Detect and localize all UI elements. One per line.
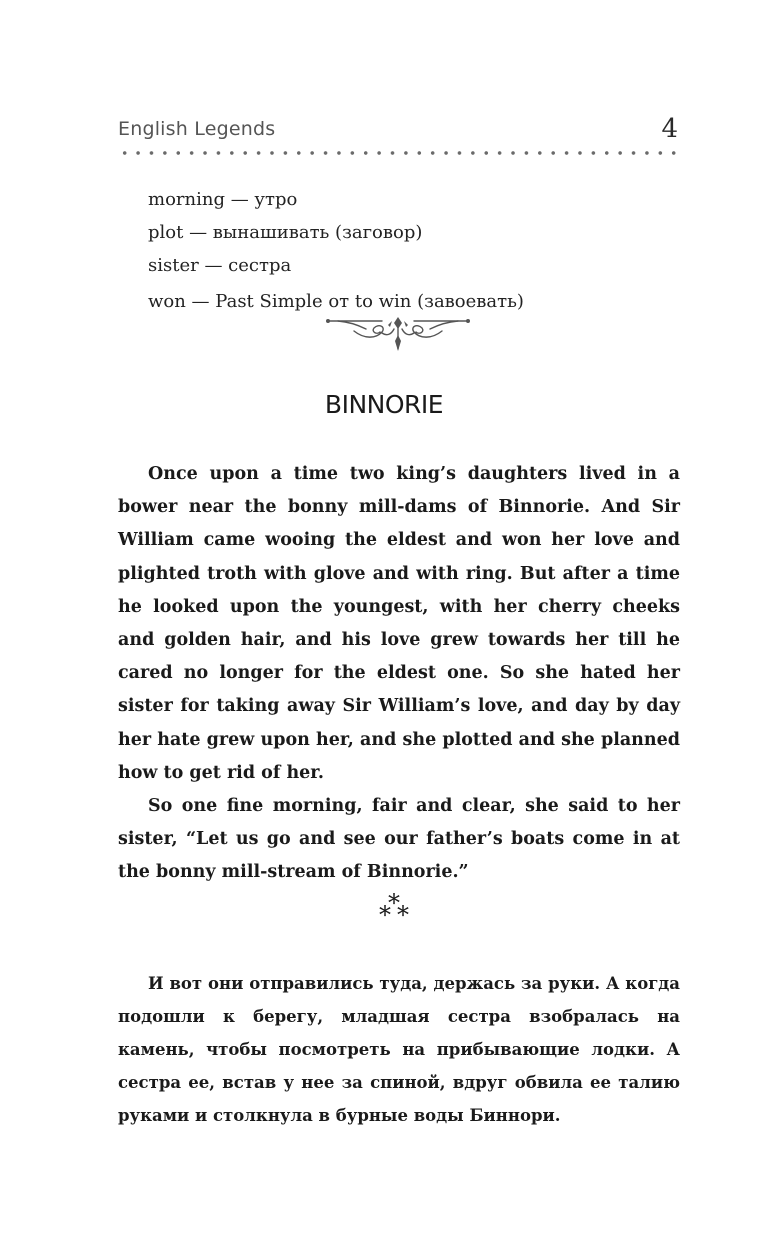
vocabulary-item: sister — сестра xyxy=(148,255,292,276)
paragraph: Once upon a time two king’s daughters lived in a bower near the bonny mill-dams of Binnorie. And Sir William came wooing the eldest and won her love and plighted troth with glove and with ring. But after a time he looked upon the youngest, with her cherry cheeks and golden hair, and his love grew towards her till he cared no longer for the eldest one. So she hated her sister for taking away Sir William’s love, and day by day her hate grew upon her, and she plotted and she planned how to get rid of her. xyxy=(118,464,680,783)
russian-text xyxy=(118,967,680,1132)
page-number: 4 xyxy=(661,114,678,144)
paragraph: И вот они отправились туда, держась за руки. А когда подошли к берегу, младшая сестра взобралась на камень, чтобы посмотреть на прибывающие лодки. А сестра ее, встав у нее за спиной, вдруг обвила ее талию руками и столкнула в бурные воды Биннори. xyxy=(118,974,680,1125)
asterisk: * xyxy=(388,889,400,917)
asterism-icon xyxy=(370,889,426,929)
running-head: English Legends xyxy=(118,118,276,140)
english-text xyxy=(118,458,680,890)
dotted-divider xyxy=(118,150,680,156)
chapter-title: BINNORIE xyxy=(324,390,444,419)
asterisk: * xyxy=(379,901,391,929)
vocabulary-item: morning — утро xyxy=(148,189,298,210)
flourish-ornament-icon xyxy=(324,313,472,353)
paragraph: So one fine morning, fair and clear, she said to her sister, “Let us go and see our father’s boats come in at the bonny mill-stream of Binnorie.” xyxy=(118,796,680,883)
vocabulary-item: won — Past Simple от to win (завоевать) xyxy=(148,291,524,312)
vocabulary-list xyxy=(148,183,524,318)
vocabulary-item: plot — вынашивать (заговор) xyxy=(148,222,423,243)
asterisk: * xyxy=(397,901,409,929)
